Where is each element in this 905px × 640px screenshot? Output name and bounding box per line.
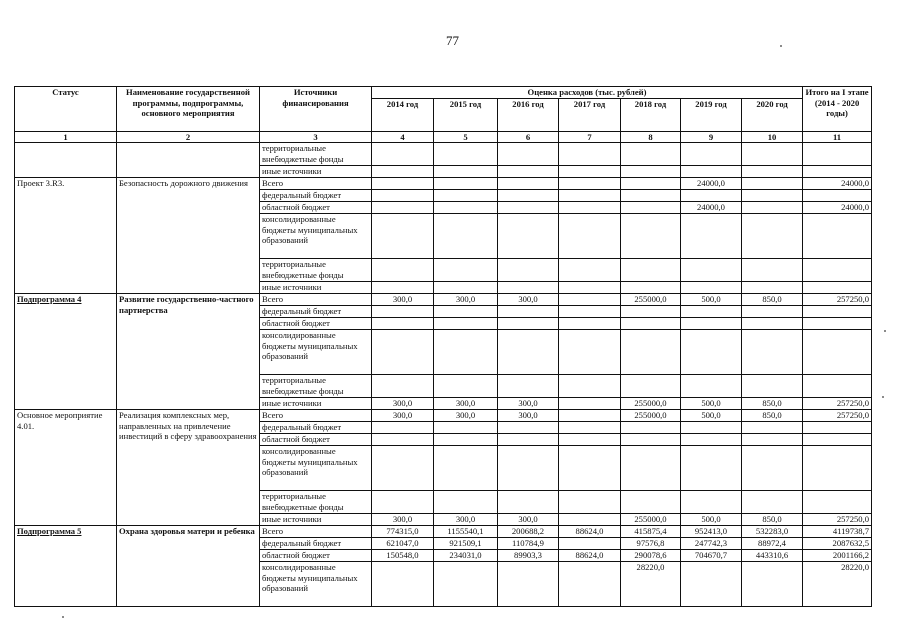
scan-speck: [62, 616, 64, 618]
year-value: [559, 166, 621, 178]
year-value: [681, 318, 742, 330]
row-source: Всего: [260, 178, 372, 190]
year-value: [621, 166, 681, 178]
year-value: [434, 190, 498, 202]
year-value: 300,0: [498, 410, 559, 422]
row-status: [15, 143, 117, 178]
total-value: 4119738,7: [803, 526, 872, 538]
total-value: 257250,0: [803, 294, 872, 306]
year-value: [498, 214, 559, 259]
year-value: [372, 491, 434, 514]
year-value: [434, 375, 498, 398]
column-index: 8: [621, 132, 681, 143]
year-value: [621, 306, 681, 318]
total-value: [803, 214, 872, 259]
year-value: 247742,3: [681, 538, 742, 550]
year-value: [681, 562, 742, 607]
total-value: [803, 318, 872, 330]
table-row: [15, 178, 872, 190]
year-value: 88624,0: [559, 526, 621, 538]
year-value: [559, 538, 621, 550]
year-value: 110784,9: [498, 538, 559, 550]
column-index: 9: [681, 132, 742, 143]
year-value: [372, 282, 434, 294]
year-value: [742, 562, 803, 607]
year-value: [559, 214, 621, 259]
year-value: [621, 202, 681, 214]
year-value: [742, 375, 803, 398]
year-value: [621, 330, 681, 375]
year-value: 24000,0: [681, 202, 742, 214]
total-value: 24000,0: [803, 202, 872, 214]
total-value: [803, 491, 872, 514]
scan-speck: [884, 330, 886, 332]
year-value: [742, 318, 803, 330]
row-source: областной бюджет: [260, 434, 372, 446]
row-source: консолидированные бюджеты муниципальных образований: [260, 562, 372, 607]
year-value: [434, 214, 498, 259]
total-value: 2001166,2: [803, 550, 872, 562]
year-value: 300,0: [372, 398, 434, 410]
year-value: [621, 375, 681, 398]
year-value: [621, 446, 681, 491]
year-value: 300,0: [434, 410, 498, 422]
year-value: [621, 422, 681, 434]
year-value: [559, 306, 621, 318]
year-value: [434, 259, 498, 282]
year-value: [621, 259, 681, 282]
year-value: [742, 446, 803, 491]
year-value: [434, 491, 498, 514]
year-value: [372, 446, 434, 491]
year-value: [559, 514, 621, 526]
year-value: [372, 422, 434, 434]
year-value: [372, 318, 434, 330]
year-value: [681, 375, 742, 398]
year-value: [434, 282, 498, 294]
column-index: 10: [742, 132, 803, 143]
year-value: [498, 202, 559, 214]
year-value: 850,0: [742, 514, 803, 526]
row-source: территориальные внебюджетные фонды: [260, 259, 372, 282]
year-value: [372, 202, 434, 214]
total-value: 257250,0: [803, 410, 872, 422]
year-value: 88972,4: [742, 538, 803, 550]
row-source: территориальные внебюджетные фонды: [260, 375, 372, 398]
column-index: 5: [434, 132, 498, 143]
year-value: [742, 434, 803, 446]
column-index: 4: [372, 132, 434, 143]
row-source: иные источники: [260, 166, 372, 178]
budget-body: [15, 143, 872, 607]
year-value: [559, 375, 621, 398]
year-value: 415875,4: [621, 526, 681, 538]
year-value: 255000,0: [621, 294, 681, 306]
total-value: [803, 330, 872, 375]
scan-speck: [882, 396, 884, 398]
year-value: [742, 330, 803, 375]
year-value: 234031,0: [434, 550, 498, 562]
year-value: 952413,0: [681, 526, 742, 538]
year-value: [681, 143, 742, 166]
header-total: Итого на I этапе (2014 - 2020 годы): [803, 87, 872, 132]
total-value: 24000,0: [803, 178, 872, 190]
row-source: иные источники: [260, 282, 372, 294]
row-name: Реализация комплексных мер, направленных на привлечение инвестиций в сферу здравоохранения: [117, 410, 260, 526]
year-value: 300,0: [498, 514, 559, 526]
year-value: [559, 446, 621, 491]
column-index: 3: [260, 132, 372, 143]
year-value: [498, 282, 559, 294]
year-value: [621, 143, 681, 166]
year-value: 89903,3: [498, 550, 559, 562]
year-value: [434, 446, 498, 491]
year-value: [498, 562, 559, 607]
year-value: [621, 318, 681, 330]
year-value: [681, 190, 742, 202]
year-value: 200688,2: [498, 526, 559, 538]
year-value: 255000,0: [621, 398, 681, 410]
year-value: 500,0: [681, 294, 742, 306]
year-value: [372, 259, 434, 282]
year-value: [681, 434, 742, 446]
row-source: Всего: [260, 294, 372, 306]
year-value: 290078,6: [621, 550, 681, 562]
row-source: федеральный бюджет: [260, 422, 372, 434]
table-row: [15, 294, 872, 306]
row-name: [117, 143, 260, 178]
year-value: [742, 306, 803, 318]
year-value: [681, 446, 742, 491]
year-value: [742, 491, 803, 514]
year-value: [498, 166, 559, 178]
column-index: 2: [117, 132, 260, 143]
year-value: [498, 306, 559, 318]
total-value: [803, 190, 872, 202]
year-value: [681, 306, 742, 318]
year-value: [559, 422, 621, 434]
total-value: [803, 434, 872, 446]
year-value: [498, 143, 559, 166]
year-value: [372, 190, 434, 202]
row-source: территориальные внебюджетные фонды: [260, 491, 372, 514]
row-source: иные источники: [260, 398, 372, 410]
header-sources: Источники финансирования: [260, 87, 372, 132]
year-value: [621, 214, 681, 259]
total-value: 257250,0: [803, 398, 872, 410]
row-source: областной бюджет: [260, 318, 372, 330]
year-value: [742, 178, 803, 190]
year-value: [498, 330, 559, 375]
year-value: [681, 259, 742, 282]
year-value: [559, 491, 621, 514]
year-value: [498, 446, 559, 491]
year-value: [434, 330, 498, 375]
year-value: [681, 282, 742, 294]
year-value: 850,0: [742, 398, 803, 410]
row-source: федеральный бюджет: [260, 538, 372, 550]
scan-speck: [780, 45, 782, 47]
year-value: [434, 143, 498, 166]
row-name: Развитие государственно-частного партнерства: [117, 294, 260, 410]
year-value: [621, 190, 681, 202]
header-year: 2019 год: [681, 99, 742, 132]
year-value: [681, 422, 742, 434]
row-source: областной бюджет: [260, 550, 372, 562]
row-name: Охрана здоровья матери и ребенка: [117, 526, 260, 607]
year-value: [559, 190, 621, 202]
year-value: 300,0: [372, 410, 434, 422]
header-name: Наименование государственной программы, подпрограммы, основного мероприятия: [117, 87, 260, 132]
total-value: [803, 446, 872, 491]
row-source: территориальные внебюджетные фонды: [260, 143, 372, 166]
total-value: 28220,0: [803, 562, 872, 607]
year-value: 97576,8: [621, 538, 681, 550]
year-value: [742, 259, 803, 282]
year-value: 850,0: [742, 410, 803, 422]
year-value: [372, 375, 434, 398]
year-value: [681, 330, 742, 375]
year-value: 532283,0: [742, 526, 803, 538]
header-year: 2018 год: [621, 99, 681, 132]
year-value: [434, 434, 498, 446]
year-value: 255000,0: [621, 514, 681, 526]
year-value: [372, 306, 434, 318]
year-value: [742, 282, 803, 294]
year-value: [742, 202, 803, 214]
year-value: 621047,0: [372, 538, 434, 550]
table-row: [15, 526, 872, 538]
year-value: 300,0: [434, 514, 498, 526]
row-source: Всего: [260, 526, 372, 538]
year-value: [372, 166, 434, 178]
total-value: [803, 259, 872, 282]
year-value: 300,0: [498, 294, 559, 306]
year-value: [559, 294, 621, 306]
total-value: [803, 166, 872, 178]
column-index: 6: [498, 132, 559, 143]
header-year: 2015 год: [434, 99, 498, 132]
year-value: [434, 318, 498, 330]
row-source: федеральный бюджет: [260, 190, 372, 202]
year-value: [559, 202, 621, 214]
year-value: [742, 143, 803, 166]
year-value: [559, 282, 621, 294]
year-value: 774315,0: [372, 526, 434, 538]
year-value: [681, 166, 742, 178]
table-row: [15, 143, 872, 166]
row-source: консолидированные бюджеты муниципальных образований: [260, 214, 372, 259]
year-value: [559, 410, 621, 422]
row-status: Основное мероприятие 4.01.: [15, 410, 117, 526]
total-value: [803, 375, 872, 398]
year-value: [498, 318, 559, 330]
year-value: [434, 306, 498, 318]
total-value: [803, 282, 872, 294]
row-status: Проект 3.R3.: [15, 178, 117, 294]
year-value: [372, 214, 434, 259]
header-year: 2020 год: [742, 99, 803, 132]
total-value: 257250,0: [803, 514, 872, 526]
year-value: [681, 214, 742, 259]
year-value: 300,0: [372, 514, 434, 526]
year-value: [559, 143, 621, 166]
table-row: [15, 410, 872, 422]
year-value: 300,0: [434, 294, 498, 306]
budget-table: [14, 86, 872, 607]
total-value: [803, 143, 872, 166]
year-value: 300,0: [372, 294, 434, 306]
column-index: 7: [559, 132, 621, 143]
header-estimate: Оценка расходов (тыс. рублей): [372, 87, 803, 99]
year-value: [559, 178, 621, 190]
page-number: 77: [446, 33, 459, 48]
year-value: [621, 434, 681, 446]
year-value: 850,0: [742, 294, 803, 306]
year-value: [372, 434, 434, 446]
year-value: [559, 562, 621, 607]
year-value: [742, 422, 803, 434]
header-year: 2017 год: [559, 99, 621, 132]
year-value: [559, 318, 621, 330]
year-value: 28220,0: [621, 562, 681, 607]
row-source: федеральный бюджет: [260, 306, 372, 318]
year-value: [559, 398, 621, 410]
year-value: [498, 422, 559, 434]
year-value: [434, 166, 498, 178]
row-source: областной бюджет: [260, 202, 372, 214]
year-value: [681, 491, 742, 514]
year-value: [372, 143, 434, 166]
year-value: 88624,0: [559, 550, 621, 562]
year-value: [498, 434, 559, 446]
year-value: [559, 259, 621, 282]
year-value: 443310,6: [742, 550, 803, 562]
year-value: 150548,0: [372, 550, 434, 562]
row-status: Подпрограмма 5: [15, 526, 117, 607]
year-value: 704670,7: [681, 550, 742, 562]
year-value: [498, 259, 559, 282]
year-value: [742, 214, 803, 259]
year-value: 921509,1: [434, 538, 498, 550]
year-value: 300,0: [434, 398, 498, 410]
header-year: 2014 год: [372, 99, 434, 132]
year-value: [621, 282, 681, 294]
year-value: [372, 562, 434, 607]
year-value: [742, 166, 803, 178]
year-value: 255000,0: [621, 410, 681, 422]
header-year: 2016 год: [498, 99, 559, 132]
header-status: Статус: [15, 87, 117, 132]
year-value: [434, 562, 498, 607]
year-value: 24000,0: [681, 178, 742, 190]
total-value: 2087632,5: [803, 538, 872, 550]
year-value: [559, 330, 621, 375]
year-value: [372, 178, 434, 190]
year-value: 500,0: [681, 398, 742, 410]
year-value: 500,0: [681, 514, 742, 526]
column-index: 1: [15, 132, 117, 143]
year-value: [498, 375, 559, 398]
total-value: [803, 306, 872, 318]
year-value: [498, 178, 559, 190]
row-source: консолидированные бюджеты муниципальных образований: [260, 446, 372, 491]
row-status: Подпрограмма 4: [15, 294, 117, 410]
year-value: [742, 190, 803, 202]
year-value: [498, 190, 559, 202]
row-source: консолидированные бюджеты муниципальных образований: [260, 330, 372, 375]
year-value: [434, 202, 498, 214]
year-value: [498, 491, 559, 514]
year-value: [621, 491, 681, 514]
total-value: [803, 422, 872, 434]
year-value: [621, 178, 681, 190]
row-source: иные источники: [260, 514, 372, 526]
year-value: [434, 178, 498, 190]
year-value: 300,0: [498, 398, 559, 410]
row-source: Всего: [260, 410, 372, 422]
year-value: [372, 330, 434, 375]
column-index: 11: [803, 132, 872, 143]
row-name: Безопасность дорожного движения: [117, 178, 260, 294]
year-value: [434, 422, 498, 434]
year-value: 500,0: [681, 410, 742, 422]
year-value: 1155540,1: [434, 526, 498, 538]
year-value: [559, 434, 621, 446]
